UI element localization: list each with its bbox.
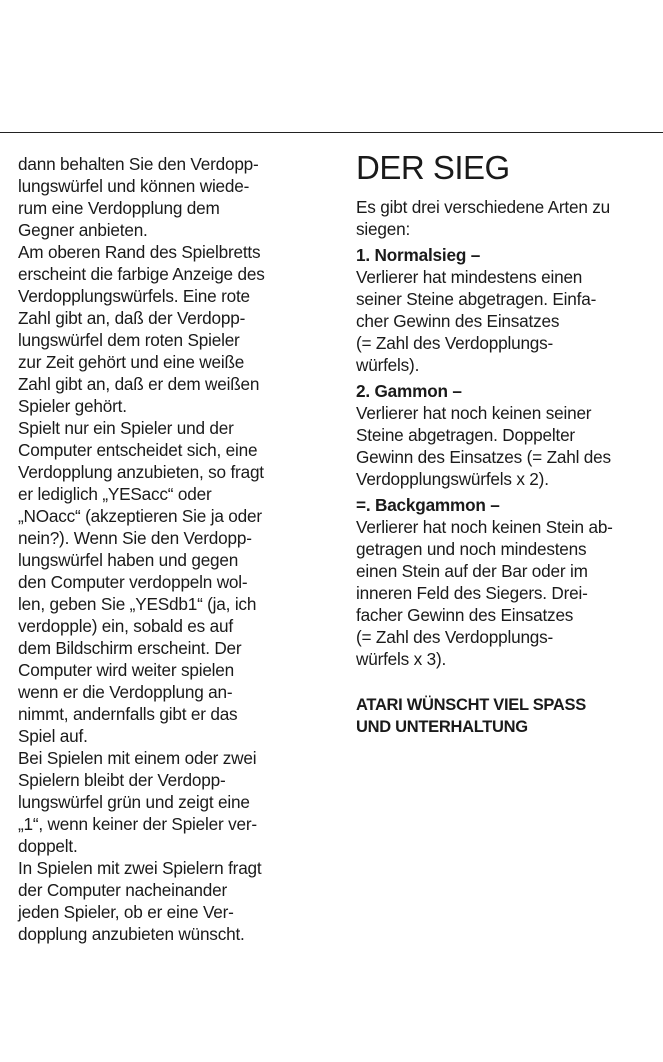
paragraph-line: Zahl gibt an, daß er dem weißen: [18, 374, 260, 394]
intro-paragraph: [356, 196, 656, 240]
paragraph-line: jeden Spieler, ob er eine Ver-: [18, 902, 234, 922]
victory-description-line: Steine abgetragen. Doppelter: [356, 425, 575, 445]
paragraph-line: len, geben Sie „YESdb1“ (ja, ich: [18, 594, 257, 614]
left-column-text: [18, 153, 318, 945]
victory-type-title: 1. Normalsieg –: [356, 245, 481, 265]
paragraph-line: In Spielen mit zwei Spielern fragt: [18, 858, 262, 878]
victory-description-line: würfels x 3).: [356, 649, 447, 669]
paragraph-line: Bei Spielen mit einem oder zwei: [18, 748, 257, 768]
intro-line: siegen:: [356, 219, 411, 239]
paragraph-line: lungswürfel und können wiede-: [18, 176, 250, 196]
paragraph-line: rum eine Verdopplung dem: [18, 198, 220, 218]
victory-description-line: (= Zahl des Verdopplungs-: [356, 333, 554, 353]
paragraph-line: Computer wird weiter spielen: [18, 660, 235, 680]
paragraph-line: Verdopplung anzubieten, so fragt: [18, 462, 264, 482]
paragraph-line: verdopple) ein, sobald es auf: [18, 616, 233, 636]
paragraph-line: dann behalten Sie den Verdopp-: [18, 154, 259, 174]
intro-line: Es gibt drei verschiedene Arten zu: [356, 197, 611, 217]
closing-line: UND UNTERHALTUNG: [356, 718, 528, 736]
paragraph-line: Spielt nur ein Spieler und der: [18, 418, 234, 438]
victory-description-line: inneren Feld des Siegers. Drei-: [356, 583, 588, 603]
paragraph-line: er lediglich „YESacc“ oder: [18, 484, 212, 504]
victory-type-section: [356, 380, 656, 490]
victory-description-line: würfels).: [356, 355, 420, 375]
paragraph-line: lungswürfel haben und gegen: [18, 550, 239, 570]
closing-message: [356, 694, 656, 738]
paragraph-line: „1“, wenn keiner der Spieler ver-: [18, 814, 257, 834]
paragraph-line: lungswürfel grün und zeigt eine: [18, 792, 250, 812]
paragraph-line: der Computer nacheinander: [18, 880, 228, 900]
paragraph-line: Spiel auf.: [18, 726, 88, 746]
right-column: [356, 150, 656, 738]
victory-description-line: getragen und noch mindestens: [356, 539, 587, 559]
victory-type-title: 2. Gammon –: [356, 381, 462, 401]
victory-description-line: Verdopplungswürfels x 2).: [356, 469, 549, 489]
victory-description-line: einen Stein auf der Bar oder im: [356, 561, 588, 581]
paragraph-line: zur Zeit gehört und eine weiße: [18, 352, 245, 372]
victory-description-line: seiner Steine abgetragen. Einfa-: [356, 289, 597, 309]
paragraph-line: Gegner anbieten.: [18, 220, 148, 240]
paragraph-line: dopplung anzubieten wünscht.: [18, 924, 245, 944]
victory-type-section: [356, 494, 656, 670]
victory-description-line: (= Zahl des Verdopplungs-: [356, 627, 554, 647]
victory-description-line: Gewinn des Einsatzes (= Zahl des: [356, 447, 611, 467]
victory-type-title: =. Backgammon –: [356, 495, 500, 515]
victory-type-section: [356, 244, 656, 376]
victory-description-line: facher Gewinn des Einsatzes: [356, 605, 574, 625]
paragraph-line: Spieler gehört.: [18, 396, 127, 416]
victory-description-line: Verlierer hat mindestens einen: [356, 267, 583, 287]
victory-description-line: Verlierer hat noch keinen Stein ab-: [356, 517, 613, 537]
paragraph-line: nimmt, andernfalls gibt er das: [18, 704, 238, 724]
paragraph-line: Computer entscheidet sich, eine: [18, 440, 258, 460]
victory-description-line: Verlierer hat noch keinen seiner: [356, 403, 592, 423]
paragraph-line: lungswürfel dem roten Spieler: [18, 330, 240, 350]
victory-description-line: cher Gewinn des Einsatzes: [356, 311, 560, 331]
paragraph-line: wenn er die Verdopplung an-: [18, 682, 233, 702]
paragraph-line: Verdopplungswürfels. Eine rote: [18, 286, 250, 306]
closing-line: ATARI WÜNSCHT VIEL SPASS: [356, 696, 586, 714]
paragraph-line: doppelt.: [18, 836, 78, 856]
paragraph-line: dem Bildschirm erscheint. Der: [18, 638, 242, 658]
section-heading: DER SIEG: [356, 149, 510, 186]
paragraph-line: Zahl gibt an, daß der Verdopp-: [18, 308, 246, 328]
top-divider-line: [0, 132, 663, 133]
paragraph-line: erscheint die farbige Anzeige des: [18, 264, 265, 284]
paragraph-line: Spielern bleibt der Verdopp-: [18, 770, 226, 790]
paragraph-line: nein?). Wenn Sie den Verdopp-: [18, 528, 252, 548]
paragraph-line: den Computer verdoppeln wol-: [18, 572, 248, 592]
paragraph-line: Am oberen Rand des Spielbretts: [18, 242, 261, 262]
paragraph-line: „NOacc“ (akzeptieren Sie ja oder: [18, 506, 262, 526]
